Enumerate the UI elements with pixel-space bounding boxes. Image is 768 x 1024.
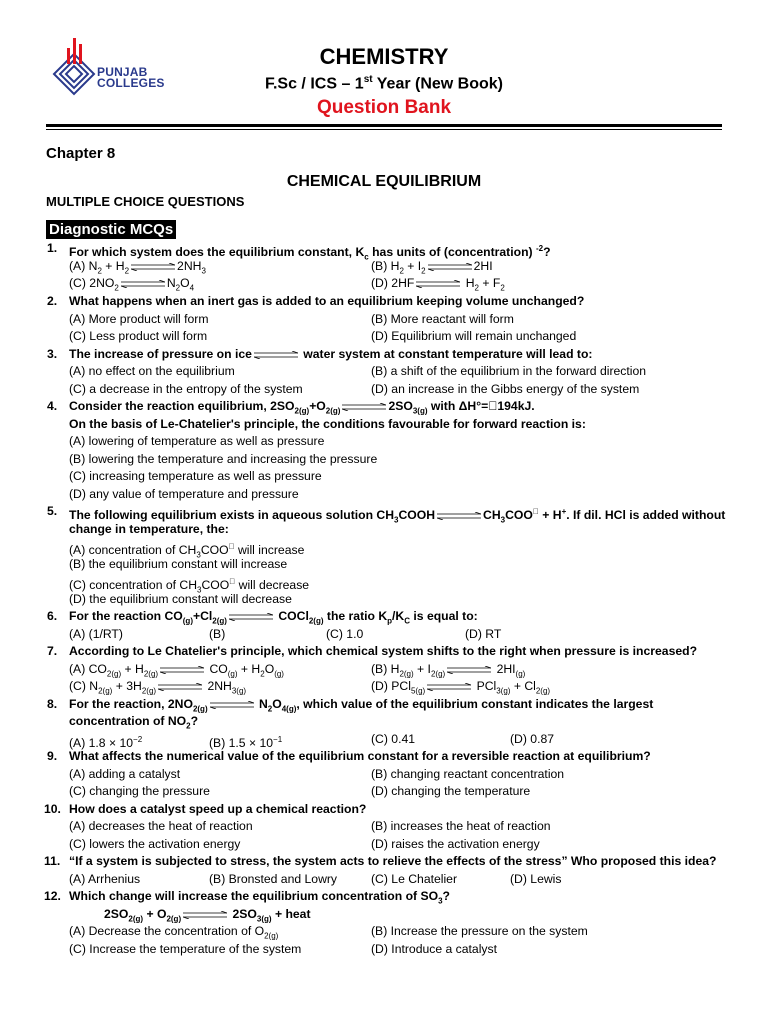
option-2d: (D) Equilibrium will remain unchanged [371,329,577,343]
equilibrium-arrow-icon [254,351,298,359]
equilibrium-arrow-icon [131,263,175,271]
equilibrium-arrow-icon [158,683,202,691]
equilibrium-arrow-icon [160,666,204,674]
option-2b: (B) More reactant will form [371,312,514,326]
option-10d: (D) raises the activation energy [371,837,540,851]
option-11d: (D) Lewis [510,872,562,886]
option-1c: (C) $2NO_2$ $N_2O_4$ [69,276,195,293]
option-5b: (B) the equilibrium constant will increase [69,557,288,571]
subtitle: F.Sc / ICS – 1st Year (New Book) [264,74,504,93]
option-7c: (C) $N_{2(g)} + 3H_{2(g)}$ $2NH_{3(g)}$ [69,679,247,696]
option-9d: (D) changing the temperature [371,784,531,798]
header-divider [46,124,722,127]
equilibrium-arrow-icon [121,280,165,288]
option-4c: (C) increasing temperature as well as pressure [69,469,322,483]
option-2a: (A) More product will form [69,312,209,326]
option-11b: (B) Bronsted and Lowry [209,872,338,886]
option-11c: (C) Le Chatelier [371,872,458,886]
option-12c: (C) Increase the temperature of the system [69,942,302,956]
option-10c: (C) lowers the activation energy [69,837,241,851]
equilibrium-arrow-icon [427,683,471,691]
option-5c: (C) concentration of $CH_3COO^􀀀$ will decrease [69,577,310,595]
option-4d: (D) any value of temperature and pressure [69,487,299,501]
equilibrium-arrow-icon [416,280,460,288]
option-3a: (A) no effect on the equilibrium [69,364,235,378]
logo-text: PUNJAB COLLEGES [97,65,165,90]
option-6a: (A) (1/RT) [69,627,123,641]
equilibrium-arrow-icon [437,512,481,520]
option-6b: (B) [209,627,226,641]
option-1a: (A) $N_2 + H_2$ $2NH_3$ [69,259,206,276]
option-3b: (B) a shift of the equilibrium in the forward direction [371,364,647,378]
question-12-equation: $2SO_{2(g)} + O_{2(g)}$ $2SO_{3(g)}$ + heat [104,907,311,924]
option-11a: (A) Arrhenius [69,872,141,886]
option-6c: (C) 1.0 [326,627,364,641]
page-title: CHEMISTRY [319,44,449,69]
option-6d: (D) RT [465,627,502,641]
equilibrium-arrow-icon [447,666,491,674]
subsection-heading: Diagnostic MCQs [46,220,176,239]
chapter-title: CHEMICAL EQUILIBRIUM [286,173,482,190]
option-7d: (D) PCl$_{5(g)}$ $PCl_{3(g)} + Cl_{2(g)}$ [371,679,551,696]
option-8a: (A) $1.8 \times 10^{-2}$ [69,735,143,751]
option-7a: (A) $CO_{2(g)} + H_{2(g)}$ $CO_{(g)} + H_2O_{(g)}$ [69,662,284,679]
option-9a: (A) adding a catalyst [69,767,181,781]
option-10a: (A) decreases the heat of reaction [69,819,253,833]
header-divider-thin [46,129,722,130]
option-5a: (A) concentration of $CH_3COO^􀀀$ will increase [69,542,305,560]
option-1b: (B) $H_2 + I_2$ 2HI [371,259,493,276]
option-8c: (C) 0.41 [371,732,416,746]
equilibrium-arrow-icon [183,911,227,919]
option-7b: (B) $H_{2(g)} + I_{2(g)}$ $2HI_{(g)}$ [371,662,526,679]
option-5d: (D) the equilibrium constant will decrease [69,592,292,606]
option-12a: (A) Decrease the concentration of $O_{2(g)}$ [69,924,279,941]
equilibrium-arrow-icon [210,701,254,709]
question-bank-title: Question Bank [316,97,452,118]
equilibrium-arrow-icon [428,263,472,271]
option-9c: (C) changing the pressure [69,784,210,798]
equilibrium-arrow-icon [229,613,273,621]
option-3d: (D) an increase in the Gibbs energy of the system [371,382,640,396]
question-5-line2: change in temperature, the: [69,522,229,536]
option-4a: (A) lowering of temperature as well as pressure [69,434,325,448]
chapter-heading: Chapter 8 [46,145,116,162]
option-2c: (C) Less product will form [69,329,208,343]
option-8d: (D) 0.87 [510,732,555,746]
option-10b: (B) increases the heat of reaction [371,819,551,833]
question-4-line2: On the basis of Le-Chatelier's principle, the conditions favourable for forward reaction is: [69,417,586,431]
option-12d: (D) Introduce a catalyst [371,942,497,956]
question-8-line2: concentration of $NO_2$? [69,714,199,731]
option-8b: (B) $1.5 \times 10^{-1}$ [209,735,283,751]
option-3c: (C) a decrease in the entropy of the system [69,382,303,396]
section-heading: MULTIPLE CHOICE QUESTIONS [46,194,245,209]
equilibrium-arrow-icon [342,403,386,411]
option-12b: (B) Increase the pressure on the system [371,924,588,938]
option-4b: (B) lowering the temperature and increasing the pressure [69,452,378,466]
option-9b: (B) changing reactant concentration [371,767,565,781]
option-1d: (D) 2HF $H_2 + F_2$ [371,276,505,293]
